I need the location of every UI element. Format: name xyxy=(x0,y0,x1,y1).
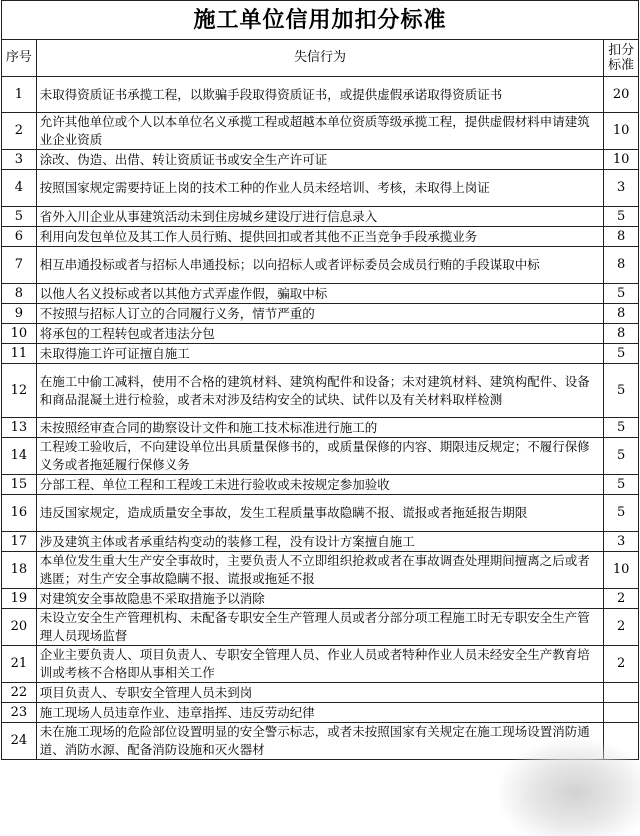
row-behavior: 涂改、伪造、出借、转让资质证书或安全生产许可证 xyxy=(36,150,604,170)
table-row xyxy=(2,532,639,552)
row-behavior: 省外入川企业从事建筑活动未到住房城乡建设厅进行信息录入 xyxy=(36,207,604,227)
row-number: 22 xyxy=(2,683,37,703)
table-row xyxy=(2,170,639,207)
table-row xyxy=(2,113,639,150)
row-behavior: 未按照经审查合同的勘察设计文件和施工技术标准进行施工的 xyxy=(36,418,604,438)
row-points: 8 xyxy=(604,247,639,284)
row-points: 8 xyxy=(604,324,639,344)
row-behavior: 按照国家规定需要持证上岗的技术工种的作业人员未经培训、考核，未取得上岗证 xyxy=(36,170,604,207)
row-behavior: 以他人名义投标或者以其他方式弄虚作假，骗取中标 xyxy=(36,284,604,304)
standards-table xyxy=(1,0,639,760)
row-number: 10 xyxy=(2,324,37,344)
row-number: 2 xyxy=(2,113,37,150)
table-row xyxy=(2,364,639,418)
row-points: 8 xyxy=(604,304,639,324)
row-number: 19 xyxy=(2,589,37,609)
table-row xyxy=(2,475,639,495)
table-row xyxy=(2,324,639,344)
table-row xyxy=(2,646,639,683)
row-number: 6 xyxy=(2,227,37,247)
row-points xyxy=(604,723,639,760)
table-row xyxy=(2,77,639,113)
table-row xyxy=(2,609,639,646)
row-behavior: 涉及建筑主体或者承重结构变动的装修工程，没有设计方案擅自施工 xyxy=(36,532,604,552)
table-row xyxy=(2,723,639,760)
header-index: 序号 xyxy=(2,40,37,77)
row-points: 3 xyxy=(604,532,639,552)
table-row xyxy=(2,495,639,532)
row-behavior: 对建筑安全事故隐患不采取措施予以消除 xyxy=(36,589,604,609)
table-row xyxy=(2,304,639,324)
row-number: 23 xyxy=(2,703,37,723)
title-row xyxy=(2,1,639,40)
row-number: 24 xyxy=(2,723,37,760)
row-number: 8 xyxy=(2,284,37,304)
table-row xyxy=(2,552,639,589)
row-number: 1 xyxy=(2,77,37,113)
row-behavior: 未设立安全生产管理机构、未配备专职安全生产管理人员或者分部分项工程施工时无专职安全生产管理人员现场监督 xyxy=(36,609,604,646)
row-behavior: 分部工程、单位工程和工程竣工未进行验收或未按规定参加验收 xyxy=(36,475,604,495)
row-number: 13 xyxy=(2,418,37,438)
row-points: 2 xyxy=(604,589,639,609)
row-behavior: 未取得资质证书承揽工程，以欺骗手段取得资质证书，或提供虚假承诺取得资质证书 xyxy=(36,77,604,113)
row-behavior: 利用向发包单位及其工作人员行贿、提供回扣或者其他不正当竞争手段承揽业务 xyxy=(36,227,604,247)
row-behavior: 企业主要负责人、项目负责人、专职安全管理人员、作业人员或者特种作业人员未经安全生产教育培训或考核不合格即从事相关工作 xyxy=(36,646,604,683)
row-points: 10 xyxy=(604,113,639,150)
row-behavior: 工程竣工验收后，不向建设单位出具质量保修书的，或质量保修的内容、期限违反规定；不履行保修义务或者拖延履行保修义务 xyxy=(36,438,604,475)
row-points xyxy=(604,703,639,723)
row-points: 5 xyxy=(604,495,639,532)
row-behavior: 施工现场人员违章作业、违章指挥、违反劳动纪律 xyxy=(36,703,604,723)
header-row xyxy=(2,40,639,77)
row-points: 5 xyxy=(604,364,639,418)
table-row xyxy=(2,284,639,304)
row-points: 20 xyxy=(604,77,639,113)
row-points: 5 xyxy=(604,344,639,364)
table-row xyxy=(2,150,639,170)
table-row xyxy=(2,703,639,723)
row-points: 2 xyxy=(604,609,639,646)
row-number: 4 xyxy=(2,170,37,207)
row-behavior: 将承包的工程转包或者违法分包 xyxy=(36,324,604,344)
row-points: 5 xyxy=(604,475,639,495)
row-number: 20 xyxy=(2,609,37,646)
row-behavior: 项目负责人、专职安全管理人员未到岗 xyxy=(36,683,604,703)
row-number: 11 xyxy=(2,344,37,364)
row-behavior: 在施工中偷工减料，使用不合格的建筑材料、建筑构配件和设备；未对建筑材料、建筑构配件、设备和商品混凝土进行检验，或者未对涉及结构安全的试块、试件以及有关材料取样检测 xyxy=(36,364,604,418)
table-row xyxy=(2,247,639,284)
row-points: 3 xyxy=(604,170,639,207)
row-points: 5 xyxy=(604,418,639,438)
table-row xyxy=(2,344,639,364)
row-points xyxy=(604,683,639,703)
table-row xyxy=(2,683,639,703)
table-row xyxy=(2,438,639,475)
row-number: 5 xyxy=(2,207,37,227)
row-points: 10 xyxy=(604,552,639,589)
row-number: 7 xyxy=(2,247,37,284)
row-points: 5 xyxy=(604,284,639,304)
row-behavior: 未在施工现场的危险部位设置明显的安全警示标志，或者未按照国家有关规定在施工现场设置消防通道、消防水源、配备消防设施和灭火器材 xyxy=(36,723,604,760)
row-behavior: 违反国家规定，造成质量安全事故，发生工程质量事故隐瞒不报、谎报或者拖延报告期限 xyxy=(36,495,604,532)
row-number: 16 xyxy=(2,495,37,532)
row-points: 5 xyxy=(604,438,639,475)
row-number: 21 xyxy=(2,646,37,683)
row-number: 17 xyxy=(2,532,37,552)
table-row xyxy=(2,589,639,609)
row-behavior: 不按照与招标人订立的合同履行义务，情节严重的 xyxy=(36,304,604,324)
row-behavior: 未取得施工许可证擅自施工 xyxy=(36,344,604,364)
row-number: 18 xyxy=(2,552,37,589)
row-points: 5 xyxy=(604,207,639,227)
row-number: 14 xyxy=(2,438,37,475)
table-row xyxy=(2,418,639,438)
page-title: 施工单位信用加扣分标准 xyxy=(2,1,639,40)
header-behavior: 失信行为 xyxy=(36,40,604,77)
row-number: 3 xyxy=(2,150,37,170)
row-points: 2 xyxy=(604,646,639,683)
row-number: 9 xyxy=(2,304,37,324)
row-number: 12 xyxy=(2,364,37,418)
row-behavior: 允许其他单位或个人以本单位名义承揽工程或超越本单位资质等级承揽工程，提供虚假材料申请建筑业企业资质 xyxy=(36,113,604,150)
row-behavior: 相互串通投标或者与招标人串通投标；以向招标人或者评标委员会成员行贿的手段谋取中标 xyxy=(36,247,604,284)
row-points: 10 xyxy=(604,150,639,170)
table-row xyxy=(2,227,639,247)
row-points: 8 xyxy=(604,227,639,247)
row-number: 15 xyxy=(2,475,37,495)
table-row xyxy=(2,207,639,227)
row-behavior: 本单位发生重大生产安全事故时，主要负责人不立即组织抢救或者在事故调查处理期间擅离之后或者逃匿；对生产安全事故隐瞒不报、谎报或拖延不报 xyxy=(36,552,604,589)
header-points: 扣分标准 xyxy=(604,40,639,77)
